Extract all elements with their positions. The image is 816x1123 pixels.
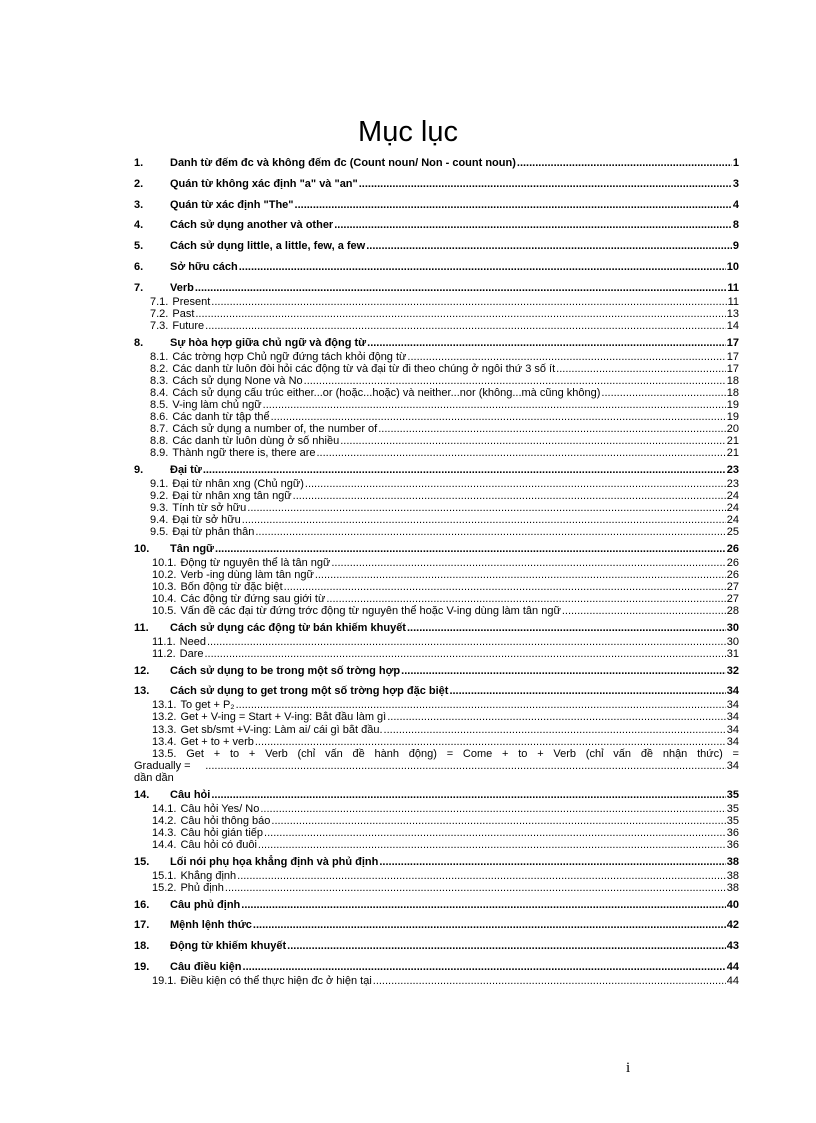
toc-entry-label: Cách sử dụng cấu trúc either...or (hoặc...hoặc) và neither...nor (không...mà cũng không)	[172, 386, 601, 399]
toc-entry-page: 34	[726, 760, 739, 772]
toc-entry-number: 16.	[134, 898, 150, 911]
dot-leader	[211, 788, 725, 803]
toc-entry-label: Câu hỏi gián tiếp	[180, 827, 264, 840]
toc-entry-label: Cách sử dụng to be trong một số trờng hợp	[170, 664, 401, 677]
toc-subsection[interactable]	[134, 423, 739, 435]
toc-entry-label: Thành ngữ there is, there are	[172, 447, 316, 460]
dot-leader	[295, 198, 732, 213]
toc-entry-number: 11.1.	[152, 635, 176, 648]
toc-entry-label: Get + to + Verb (chỉ vấn đề hành động) = Come + to + Verb (chỉ vấn đề nhận thức) =	[186, 747, 739, 760]
toc-entry-page: 44	[726, 975, 739, 988]
toc-entry-label: Bốn động từ đặc biệt	[180, 581, 283, 594]
toc-entry-label: Past	[172, 307, 195, 320]
toc-entry-page: 24	[726, 490, 739, 502]
toc-entry-label: Cách sử dụng another và other	[170, 219, 334, 232]
toc-entry-number: 14.3.	[152, 827, 177, 840]
toc-entry-page: 9	[732, 240, 739, 253]
toc-subsection[interactable]	[134, 375, 739, 387]
toc-entry-label: Danh từ đếm đc và không đếm đc (Count noun/ Non - count noun)	[170, 157, 516, 169]
toc-entry-page: 24	[726, 502, 739, 515]
toc-entry-number: 10.4.	[152, 593, 177, 606]
toc-entry-number: 9.1.	[150, 477, 169, 490]
toc-entry-number: 14.1.	[152, 803, 177, 816]
toc-entry-label: Sở hữu cách	[170, 260, 238, 273]
toc-entry-label: Cách sử dụng None và No	[172, 374, 303, 387]
toc-section[interactable]	[134, 939, 739, 954]
toc-entry-page: 34	[726, 723, 739, 736]
toc-entry-label: Đại từ phản thân	[172, 526, 255, 539]
toc-entry-page: 23	[726, 463, 739, 476]
toc-entry-number: 5.	[134, 240, 144, 253]
dot-leader	[241, 898, 725, 913]
toc-subsection[interactable]	[134, 605, 739, 617]
toc-entry-number: 13.1.	[152, 699, 177, 712]
toc-entry-label: Need	[179, 635, 206, 648]
dot-leader	[239, 260, 726, 275]
toc-subsection[interactable]	[134, 526, 739, 538]
toc-entry-label: Verb -ing dùng làm tân ngữ	[180, 568, 314, 581]
toc-entry-page: 18	[726, 374, 739, 387]
toc-entry-label: Present	[172, 295, 211, 308]
toc-entry-page: 11	[727, 281, 739, 294]
toc-entry-page: 14	[726, 319, 739, 332]
toc-entry-label: Verb	[170, 281, 194, 294]
toc-subsection[interactable]	[134, 593, 739, 605]
toc-entry-page: 21	[726, 447, 739, 460]
toc-section[interactable]	[134, 239, 739, 254]
toc-entry-number: 8.	[134, 336, 144, 349]
toc-subsection[interactable]	[134, 435, 739, 447]
dot-leader	[236, 699, 726, 711]
toc-entry-page: 21	[726, 435, 739, 448]
toc-subsection[interactable]	[134, 724, 739, 736]
dot-leader	[379, 855, 725, 870]
toc-entry-label: Câu hỏi có đuôi	[180, 839, 257, 852]
toc-entry-label: Tân ngữ	[170, 542, 215, 555]
toc-entry-number: 2.	[134, 177, 144, 190]
toc-entry-number: 9.2.	[150, 490, 169, 502]
dot-leader	[384, 724, 726, 736]
dot-leader	[271, 411, 726, 423]
toc-entry-number: 8.1.	[150, 350, 169, 363]
toc-section[interactable]	[134, 218, 739, 233]
toc-entry-number: 15.1.	[152, 869, 177, 882]
dot-leader	[305, 478, 726, 490]
dot-leader	[334, 218, 732, 233]
toc-subsection[interactable]	[134, 815, 739, 827]
toc-entry-page: 1	[732, 157, 739, 169]
dot-leader	[205, 320, 726, 332]
toc-entry-number: 10.3.	[152, 581, 177, 594]
dot-leader	[243, 960, 726, 975]
dot-leader	[316, 447, 725, 459]
toc-entry-label: Các trờng hợp Chủ ngữ đứng tách khỏi động từ	[172, 350, 407, 363]
toc-entry-number: 18.	[134, 940, 150, 953]
toc-entry-page: 28	[726, 605, 739, 618]
toc-entry-number: 19.	[134, 961, 150, 974]
toc-subsection[interactable]	[134, 557, 739, 569]
toc-entry-page: 43	[726, 940, 739, 953]
toc-entry-number: 8.7.	[150, 423, 169, 436]
dot-leader	[449, 684, 725, 699]
dot-leader	[255, 736, 726, 748]
toc-entry-number: 9.	[134, 463, 144, 476]
toc-entry-page: 31	[726, 647, 739, 660]
toc-entry-page: 4	[732, 198, 739, 211]
toc-entry-label: Các danh từ luôn dùng ở số nhiều	[172, 435, 340, 448]
toc-entry-label: Đại từ	[170, 463, 202, 476]
toc-entry-label: Đại từ sở hữu	[172, 514, 241, 527]
toc-entry[interactable]	[134, 748, 739, 785]
toc-entry-label: Cách sử dụng to get trong một số trờng hợp đặc biệt	[170, 685, 449, 698]
toc-section[interactable]	[134, 260, 739, 275]
toc-entry-page: 19	[726, 411, 739, 424]
toc-entry-number: 14.2.	[152, 815, 177, 828]
toc-entry-number: 15.2.	[152, 882, 177, 895]
dot-leader	[264, 827, 726, 839]
toc-subsection[interactable]	[134, 514, 739, 526]
toc-entry-label: Động từ nguyên thể là tân ngữ	[180, 556, 331, 569]
dot-leader	[387, 711, 726, 723]
toc-subsection[interactable]	[134, 351, 739, 363]
toc-entry-page: 26	[726, 568, 739, 581]
toc-entry-page: 10	[726, 260, 739, 273]
toc-entry-page: 30	[726, 621, 739, 634]
toc-entry-number: 8.5.	[150, 398, 169, 411]
toc-entry-number: 8.6.	[150, 411, 169, 424]
toc-subsection[interactable]	[134, 502, 739, 514]
dot-leader	[195, 308, 725, 320]
toc-entry-page: 17	[726, 336, 739, 349]
toc-section[interactable]	[134, 542, 739, 557]
dot-leader	[255, 526, 725, 538]
toc-section[interactable]	[134, 855, 739, 870]
toc-entry-number: 10.	[134, 542, 150, 555]
toc-entry-label: Động từ khiếm khuyết	[170, 940, 287, 953]
dot-leader	[225, 882, 726, 894]
toc-entry-number: 13.4.	[152, 735, 177, 748]
toc-section[interactable]	[134, 960, 739, 975]
toc-entry-number: 11.	[134, 621, 149, 634]
dot-leader	[326, 593, 725, 605]
dot-leader	[205, 760, 726, 772]
dot-leader	[263, 399, 726, 411]
toc-entry-number: 13.3.	[152, 723, 177, 736]
toc-entry-page: 44	[726, 961, 739, 974]
toc-subsection[interactable]	[134, 839, 739, 851]
dot-leader	[242, 514, 726, 526]
toc-entry-number: 19.1.	[152, 975, 177, 988]
dot-leader	[195, 281, 727, 296]
toc-entry-label: Các động từ đứng sau giới từ	[180, 593, 326, 606]
toc-section[interactable]	[134, 177, 739, 192]
toc-entry-page: 30	[726, 635, 739, 648]
toc-section[interactable]	[134, 621, 739, 636]
dot-leader	[517, 156, 732, 171]
toc-entry-label: Các danh từ luôn đòi hỏi các động từ và đại từ đi theo chúng ở ngôi thứ 3 số ít	[172, 362, 556, 375]
dot-leader	[407, 351, 725, 363]
toc-section[interactable]	[134, 788, 739, 803]
toc-entry-number: 8.8.	[150, 435, 169, 448]
toc-entry-number: 7.	[134, 281, 144, 294]
dot-leader	[315, 569, 726, 581]
toc-subsection[interactable]	[134, 736, 739, 748]
toc-section[interactable]	[134, 918, 739, 933]
dot-leader	[247, 502, 725, 514]
toc-entry-label: Vấn đề các đại từ đứng trớc động từ nguyên thể hoặc V-ing dùng làm tân ngữ	[180, 605, 561, 618]
toc-entry-page: 17	[726, 350, 739, 363]
toc-entry-label: Điều kiện có thể thực hiện đc ở hiện tại	[180, 975, 372, 988]
toc-entry-label: Tính từ sở hữu	[172, 502, 247, 515]
dot-leader	[253, 918, 726, 933]
toc-entry-page: 32	[726, 664, 739, 677]
toc-subsection[interactable]	[134, 827, 739, 839]
toc-entry-number: 3.	[134, 198, 144, 211]
toc-subsection[interactable]	[134, 387, 739, 399]
toc-entry-page: 35	[726, 803, 739, 816]
toc-section[interactable]	[134, 156, 739, 171]
toc-subsection[interactable]	[134, 490, 739, 502]
toc-entry-label-continued: Gradually = dần dần	[134, 760, 191, 785]
dot-leader	[331, 557, 725, 569]
toc-entry-page: 11	[727, 295, 739, 308]
toc-entry-number: 8.4.	[150, 386, 169, 399]
toc-entry-page: 23	[726, 477, 739, 490]
toc-entry-page: 24	[726, 514, 739, 527]
toc-subsection[interactable]	[134, 447, 739, 459]
toc-entry-page: 34	[726, 699, 739, 712]
toc-entry-page: 19	[726, 398, 739, 411]
toc-entry-page: 35	[726, 789, 739, 802]
toc-subsection[interactable]	[134, 581, 739, 593]
toc-entry-label: Câu hỏi	[170, 789, 211, 802]
toc-subsection[interactable]	[134, 711, 739, 723]
toc-subsection[interactable]	[134, 363, 739, 375]
toc-entry-number: 7.1.	[150, 295, 169, 308]
dot-leader	[304, 375, 726, 387]
toc-section[interactable]	[134, 281, 739, 296]
dot-leader	[260, 803, 725, 815]
toc-entry-number: 17.	[134, 919, 150, 932]
toc-entry-page: 13	[726, 307, 739, 320]
toc-entry-number: 12.	[134, 664, 150, 677]
toc-entry-label: Câu điều kiện	[170, 961, 242, 974]
toc-entry-page: 27	[726, 593, 739, 606]
dot-leader	[284, 581, 726, 593]
toc-section[interactable]	[134, 664, 739, 679]
toc-entry-label: Dare	[179, 647, 204, 660]
table-of-contents	[134, 156, 739, 987]
dot-leader	[340, 435, 726, 447]
toc-entry-number: 1.	[134, 157, 144, 169]
toc-entry-number: 7.2.	[150, 307, 169, 320]
toc-entry-number: 13.5.	[152, 747, 177, 760]
dot-leader	[359, 177, 732, 192]
toc-entry-page: 3	[732, 177, 739, 190]
toc-entry-number: 14.	[134, 789, 150, 802]
toc-entry-label: Get sb/smt +V-ing: Làm ai/ cái gì bắt đầu.	[180, 723, 383, 736]
dot-leader	[401, 664, 726, 679]
toc-subsection[interactable]	[134, 320, 739, 332]
toc-entry-page: 18	[726, 386, 739, 399]
toc-section[interactable]	[134, 684, 739, 699]
toc-entry-number: 10.2.	[152, 568, 177, 581]
toc-entry-page: 17	[726, 362, 739, 375]
toc-subsection[interactable]	[134, 648, 739, 660]
toc-entry-number: 8.9.	[150, 447, 169, 460]
dot-leader	[205, 648, 726, 660]
toc-entry-number: 10.1.	[152, 556, 177, 569]
toc-entry-page: 40	[726, 898, 739, 911]
dot-leader	[562, 605, 726, 617]
toc-entry-number: 14.4.	[152, 839, 177, 852]
toc-subsection[interactable]	[134, 882, 739, 894]
toc-entry-number: 10.5.	[152, 605, 177, 618]
toc-entry-page: 34	[726, 735, 739, 748]
toc-entry-label: Quán từ không xác định "a" và "an"	[170, 177, 358, 190]
toc-entry-label: Phủ định	[180, 882, 224, 895]
dot-leader	[207, 636, 726, 648]
toc-entry-page: 42	[726, 919, 739, 932]
toc-entry-label: Câu hỏi thông báo	[180, 815, 271, 828]
toc-subsection[interactable]	[134, 803, 739, 815]
dot-leader	[293, 490, 726, 502]
dot-leader	[556, 363, 726, 375]
toc-entry-number: 9.4.	[150, 514, 169, 527]
toc-entry-label: To get + P₂	[180, 699, 235, 712]
dot-leader	[258, 839, 726, 851]
toc-entry-page: 26	[726, 556, 739, 569]
toc-entry-number: 9.3.	[150, 502, 169, 515]
toc-entry-page: 27	[726, 581, 739, 594]
toc-entry-label: Cách sử dụng a number of, the number of	[172, 423, 378, 436]
page-number: i	[626, 1060, 631, 1076]
toc-entry-label: Get + V-ing = Start + V-ing: Bắt đầu làm gì	[180, 711, 387, 724]
toc-subsection[interactable]	[134, 870, 739, 882]
toc-entry-page: 25	[726, 526, 739, 539]
dot-leader	[211, 296, 726, 308]
toc-entry-label: Câu phủ định	[170, 898, 241, 911]
toc-entry-page: 35	[726, 815, 739, 828]
toc-entry-label: Đại từ nhân xng (Chủ ngữ)	[172, 477, 304, 490]
toc-entry-label: Các danh từ tập thể	[172, 411, 270, 424]
toc-section[interactable]	[134, 198, 739, 213]
dot-leader	[215, 542, 726, 557]
toc-entry-number: 8.3.	[150, 374, 169, 387]
toc-entry-number: 6.	[134, 260, 144, 273]
toc-entry-number: 13.2.	[152, 711, 177, 724]
toc-entry-number: 15.	[134, 855, 150, 868]
toc-entry-label: Quán từ xác định "The"	[170, 198, 294, 211]
toc-subsection[interactable]	[134, 411, 739, 423]
toc-entry-page: 8	[732, 219, 739, 232]
dot-leader	[407, 621, 726, 636]
dot-leader	[601, 387, 725, 399]
toc-entry-page: 38	[726, 882, 739, 895]
toc-entry-label: Cách sử dụng các động từ bán khiếm khuyết	[170, 621, 406, 634]
toc-entry-number: 11.2.	[152, 647, 176, 660]
toc-entry-page: 36	[726, 839, 739, 852]
toc-entry-number: 13.	[134, 685, 150, 698]
dot-leader	[271, 815, 725, 827]
toc-entry-page: 38	[726, 869, 739, 882]
page-title: Mục lục	[358, 116, 458, 148]
toc-entry-page: 34	[726, 685, 739, 698]
toc-entry-number: 4.	[134, 219, 144, 232]
toc-entry-label: Future	[172, 319, 205, 332]
toc-subsection[interactable]	[134, 699, 739, 711]
toc-entry-label: Lối nói phụ họa khẳng định và phủ định	[170, 855, 379, 868]
dot-leader	[237, 870, 726, 882]
toc-entry-page: 36	[726, 827, 739, 840]
toc-entry-label: Câu hỏi Yes/ No	[180, 803, 260, 816]
dot-leader	[373, 975, 726, 987]
dot-leader	[378, 423, 726, 435]
toc-subsection[interactable]	[134, 636, 739, 648]
toc-entry-page: 34	[726, 711, 739, 724]
toc-subsection[interactable]	[134, 399, 739, 411]
toc-subsection[interactable]	[134, 569, 739, 581]
toc-section[interactable]	[134, 463, 739, 478]
toc-entry-number: 9.5.	[150, 526, 169, 539]
dot-leader	[287, 939, 726, 954]
toc-subsection[interactable]	[134, 975, 739, 987]
toc-entry-label: Mệnh lệnh thức	[170, 919, 252, 932]
toc-entry-page: 38	[726, 855, 739, 868]
toc-section[interactable]	[134, 898, 739, 913]
dot-leader	[203, 463, 726, 478]
toc-subsection[interactable]	[134, 308, 739, 320]
dot-leader	[366, 239, 732, 254]
toc-section[interactable]	[134, 336, 739, 351]
toc-entry-label: Khẳng định	[180, 869, 237, 882]
toc-entry-label: Get + to + verb	[180, 735, 254, 748]
toc-entry-label: Cách sử dụng little, a little, few, a few	[170, 240, 366, 253]
toc-entry-label: Đại từ nhân xng tân ngữ	[172, 490, 292, 502]
dot-leader	[367, 336, 726, 351]
toc-entry-label: Sự hòa hợp giữa chủ ngữ và động từ	[170, 336, 367, 349]
toc-subsection[interactable]	[134, 296, 739, 308]
toc-entry-page: 20	[726, 423, 739, 436]
toc-entry-number: 7.3.	[150, 319, 169, 332]
toc-entry-label: V-ing làm chủ ngữ	[172, 398, 262, 411]
toc-entry-number: 8.2.	[150, 362, 169, 375]
toc-entry-page: 26	[726, 542, 739, 555]
toc-subsection[interactable]	[134, 478, 739, 490]
